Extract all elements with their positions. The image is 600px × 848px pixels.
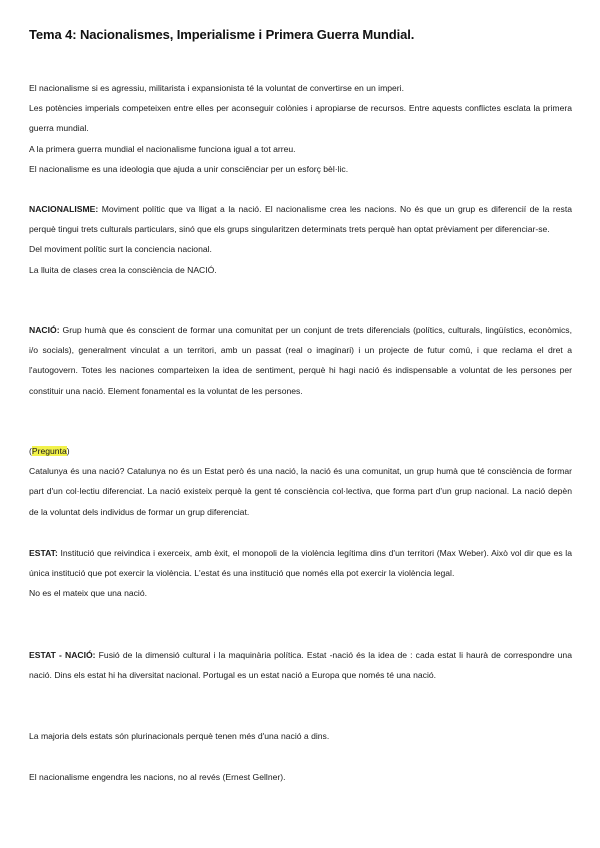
estat-definition-text: Institució que reivindica i exerceix, amb èxit, el monopoli de la violència legítima dins d'un territori (Max Weber). Això vol dir que es la única institució que pot exercir la violència. L'estat és una institució que només ella pot exercir la violència legal. <box>29 548 572 579</box>
estat-nacio-definition-text: Fusió de la dimensió cultural i la maquinària política. Estat -nació és la idea de : cada estat li haurà de correspondre una nació. Dins els estat hi ha diversitat nacional. Portugal es un estat nació a Europa que només té una nació. <box>29 650 572 681</box>
estat-definition <box>29 543 572 583</box>
pregunta-highlight: Pregunta <box>31 446 67 456</box>
closing-line-2 <box>29 767 572 787</box>
estat-nacio-definition <box>29 645 572 685</box>
nacio-definition <box>29 320 572 401</box>
estat-term: ESTAT: <box>29 548 58 558</box>
nacio-definition-text: Grup humà que és conscient de formar una comunitat per un conjunt de trets diferencials (polítics, culturals, lingüístics, econòmics, i/o socials), generalment vinculat a un territori, amb un passat (real o imaginari) i un projecte de futur comú, i que reclama el dret a l'autogovern. Totes les naciones comparteixen la idea de sentiment, perquè hi hagi nació és indispensable a voluntat de les persones per constituir una nació. Element fonamental es la voluntat de les persones. <box>29 325 572 396</box>
nacionalisme-line: La lluita de clases crea la consciència de NACIÓ. <box>29 264 217 275</box>
nacionalisme-definition <box>29 199 572 239</box>
document-title: Tema 4: Nacionalismes, Imperialisme i Primera Guerra Mundial. <box>29 27 415 42</box>
closing-line: El nacionalisme engendra les nacions, no al revés (Ernest Gellner). <box>29 772 286 782</box>
pregunta-open-paren: ( <box>29 446 32 456</box>
nacionalisme-term: NACIONALISME: <box>29 204 99 214</box>
estat-section <box>29 543 572 604</box>
intro-line: El nacionalisme es una ideologia que ajuda a unir consciênciar per un esforç bèl·lic. <box>29 163 349 174</box>
nacio-term: NACIÓ: <box>29 325 60 335</box>
estat-nacio-section <box>29 645 572 685</box>
nacionalisme-line: Del moviment polític surt la conciencia nacional. <box>29 244 212 255</box>
nacionalisme-section <box>29 199 572 280</box>
pregunta-text: Catalunya és una nació? Catalunya no és un Estat però és una nació, la nació és una comunitat, un grup humà que té consciència de formar part d'un col·lectiu diferenciat. La nació existeix perquè la gent té consciència col·lectiva, que forma part d'un grup nacional. La nació depèn de la voluntat dels individus de formar un grup diferenciat. <box>29 466 572 517</box>
estat-line: No es el mateix que una nació. <box>29 588 147 599</box>
intro-line: A la primera guerra mundial el nacionalisme funciona igual a tot arreu. <box>29 143 296 154</box>
pregunta-section <box>29 441 572 522</box>
closing-line-1 <box>29 726 572 746</box>
intro-paragraph: Les potències imperials competeixen entre elles per aconseguir colònies i apropiarse de recursos. Entre aquests conflictes esclata la primera guerra mundial. <box>29 103 572 134</box>
closing-line: La majoria dels estats són plurinacionals perquè tenen més d'una nació a dins. <box>29 731 330 741</box>
nacio-section <box>29 320 572 401</box>
intro-line: El nacionalisme si es agressiu, militarista i expansionista té la voluntat de convertirse en un imperi. <box>29 83 404 93</box>
intro-section <box>29 78 572 179</box>
estat-nacio-term: ESTAT - NACIÓ: <box>29 650 96 660</box>
nacionalisme-definition-text: Moviment polític que va lligat a la nació. El nacionalisme crea les nacions. No és que un grup es diferencií de la resta perquè tingui trets culturals particulars, sinó que els grups singularitzen determinats trets perquè han optat prèviament per diferenciar-se. <box>29 204 572 235</box>
pregunta-label <box>29 441 572 461</box>
pregunta-close-paren: ) <box>66 446 70 456</box>
